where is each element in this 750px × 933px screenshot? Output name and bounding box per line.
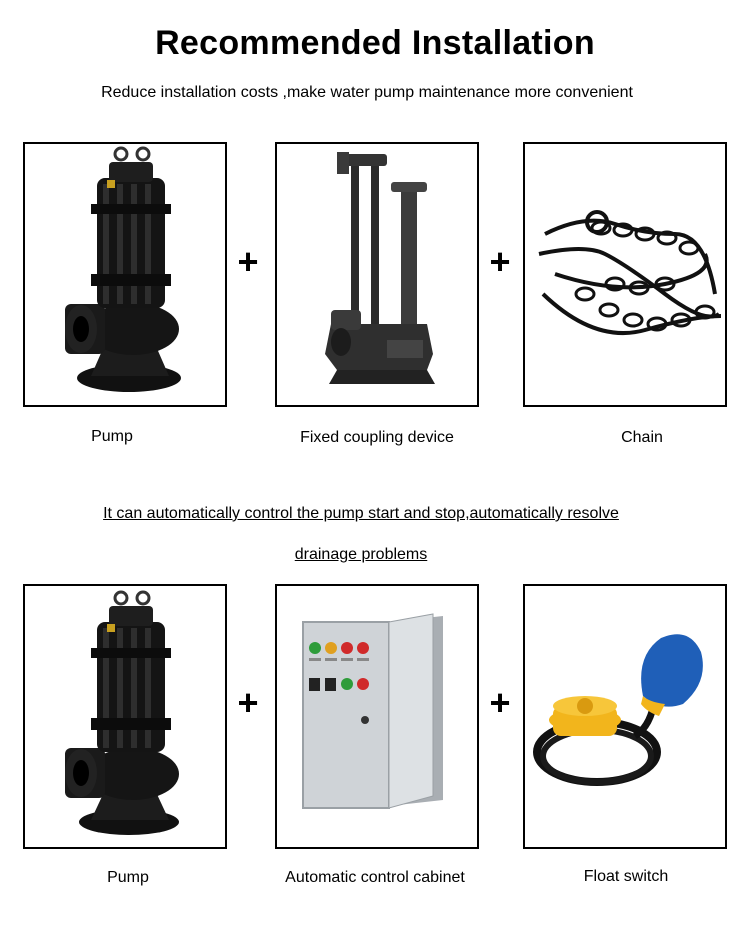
pump-image-box [23, 142, 227, 407]
control-cabinet-icon [277, 586, 477, 847]
note-line-1: It can automatically control the pump start and stop,automatically resolve [103, 505, 619, 522]
pump-image-box [23, 584, 227, 849]
float-switch-image-box [523, 584, 727, 849]
caption-float-switch: Float switch [583, 868, 669, 885]
caption-control-cabinet: Automatic control cabinet [285, 869, 465, 886]
chain-image-box [523, 142, 727, 407]
note-line-2: drainage problems [294, 546, 428, 563]
caption-pump: Pump [107, 869, 149, 886]
submersible-pump-icon [25, 144, 225, 405]
cabinet-image-box [275, 584, 479, 849]
page-title: Recommended Installation [155, 24, 595, 62]
plus-sign: + [237, 682, 259, 723]
chain-icon [525, 144, 725, 405]
submersible-pump-icon [25, 586, 225, 847]
float-switch-icon [525, 586, 725, 847]
caption-chain: Chain [621, 429, 663, 446]
caption-coupling-device: Fixed coupling device [300, 429, 454, 446]
plus-sign: + [489, 682, 511, 723]
plus-sign: + [489, 241, 511, 282]
page-subtitle: Reduce installation costs ,make water pump maintenance more convenient [101, 84, 633, 101]
coupling-image-box [275, 142, 479, 407]
plus-sign: + [237, 241, 259, 282]
coupling-device-icon [277, 144, 477, 405]
caption-pump: Pump [91, 428, 133, 445]
